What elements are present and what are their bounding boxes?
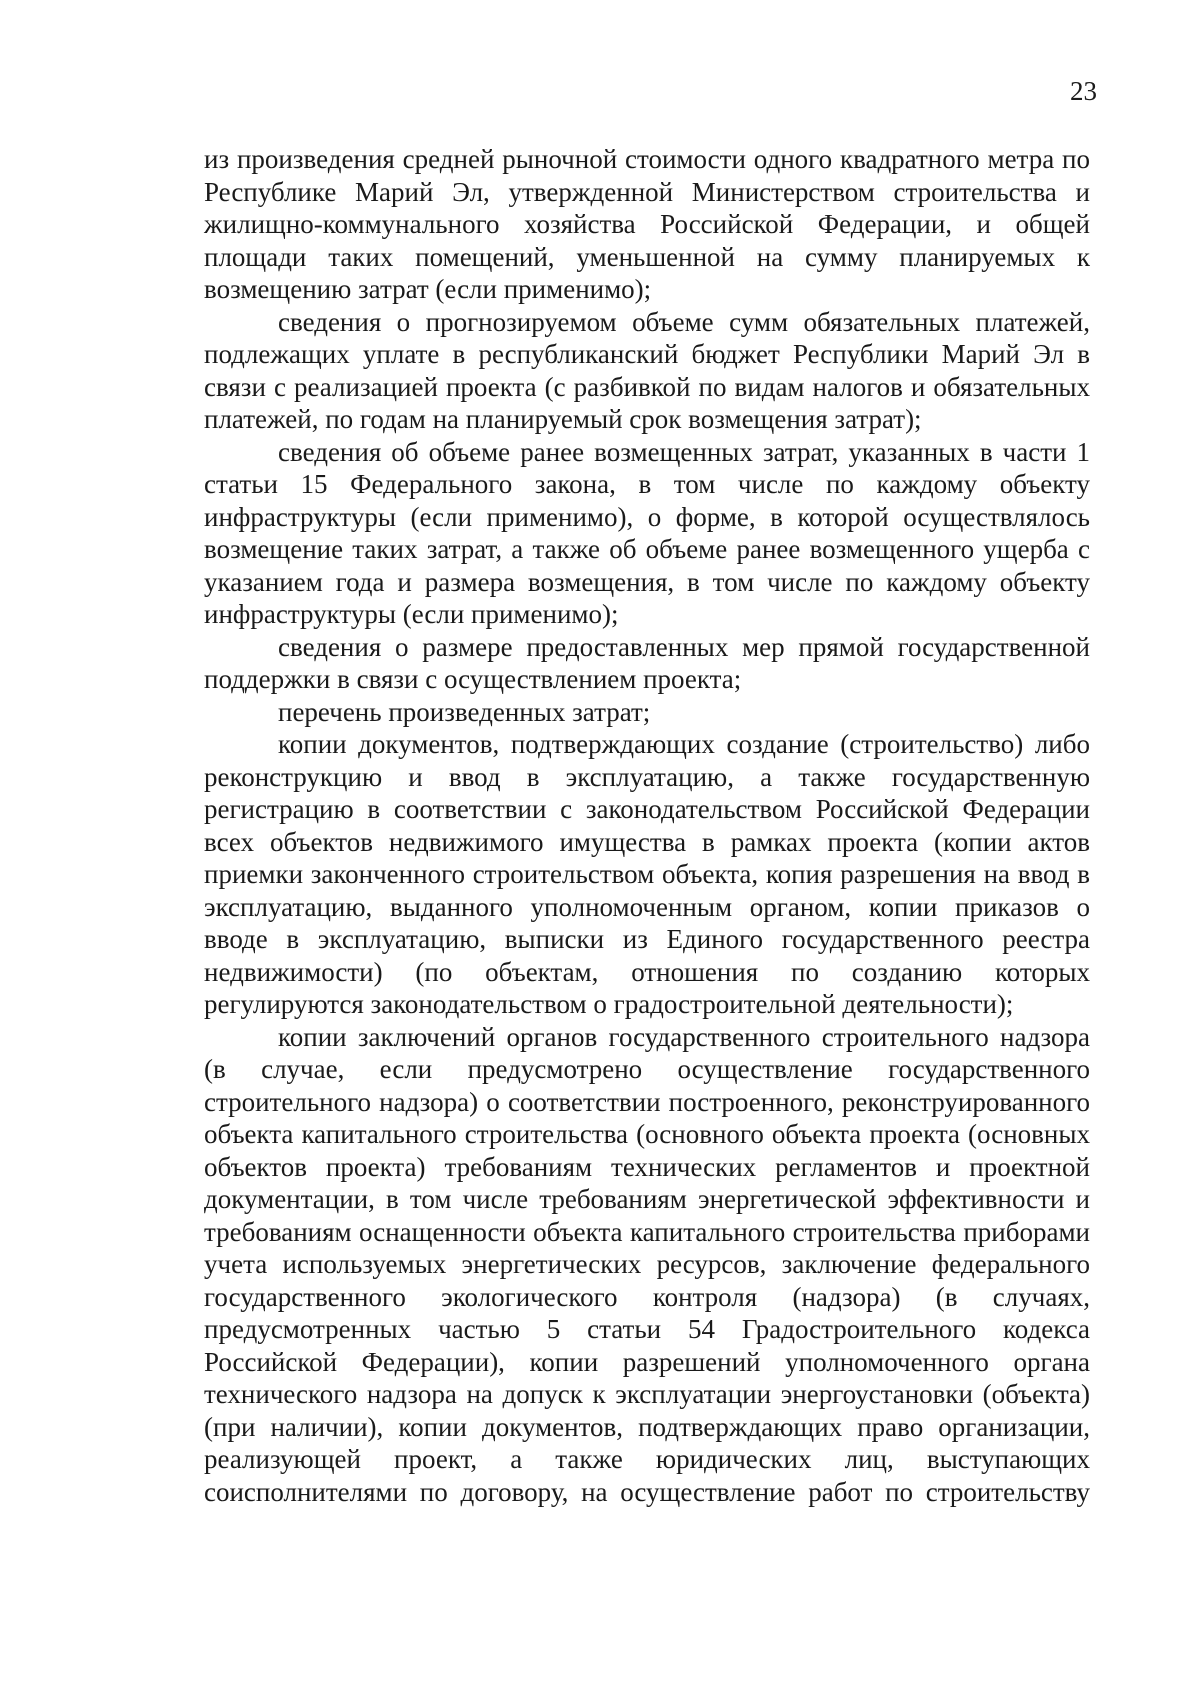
paragraph-state-support: сведения о размере предоставленных мер прямой государственной поддержки в связи с осуществлением проекта;: [204, 631, 1090, 694]
paragraph-mandatory-payments: сведения о прогнозируемом объеме сумм обязательных платежей, подлежащих уплате в республиканский бюджет Республики Марий Эл в связи с реализацией проекта (с разбивкой по видам налогов и обязательных платежей, по годам на планируемый срок возмещения затрат);: [204, 306, 1090, 434]
page-number: 23: [1070, 76, 1097, 106]
paragraph-costs-list: перечень произведенных затрат;: [278, 696, 651, 727]
paragraph-supervision-conclusions: копии заключений органов государственного строительного надзора (в случае, если предусмотрено осуществление государственного строительного надзора) о соответствии построенного, реконструированного объекта капитального строительства (основного объекта проекта (основных объектов проекта) требованиям технических регламентов и проектной документации, в том числе требованиям энергетической эффективности и требованиям оснащенности объекта капитального строительства приборами учета используемых энергетических ресурсов, заключение федерального государственного экологического контроля (надзора) (в случаях, предусмотренных частью 5 статьи 54 Градостроительного кодекса Российской Федерации), копии разрешений уполномоченного органа технического надзора на допуск к эксплуатации энергоустановки (объекта) (при наличии), копии документов, подтверждающих право организации, реализующей проект, а также юридических лиц, выступающих соисполнителями по договору, на осуществление работ по строительству: [204, 1021, 1090, 1507]
paragraph-construction-documents: копии документов, подтверждающих создание (строительство) либо реконструкцию и ввод в эксплуатацию, а также государственную регистрацию в соответствии с законодательством Российской Федерации всех объектов недвижимого имущества в рамках проекта (копии актов приемки законченного строительством объекта, копия разрешения на ввод в эксплуатацию, выданного уполномоченным органом, копии приказов о вводе в эксплуатацию, выписки из Единого государственного реестра недвижимости) (по объектам, отношения по созданию которых регулируются законодательством о градостроительной деятельности);: [204, 729, 1090, 1019]
paragraph-market-value: из произведения средней рыночной стоимости одного квадратного метра по Республике Марий Эл, утвержденной Министерством строительства и жилищно-коммунального хозяйства Российской Федерации, и общей площади таких помещений, уменьшенной на сумму планируемых к возмещению затрат (если применимо);: [204, 144, 1090, 304]
paragraph-reimbursed-costs: сведения об объеме ранее возмещенных затрат, указанных в части 1 статьи 15 Федерального закона, в том числе по каждому объекту инфраструктуры (если применимо), о форме, в которой осуществлялось возмещение таких затрат, а также об объеме ранее возмещенного ущерба с указанием года и размера возмещения, в том числе по каждому объекту инфраструктуры (если применимо);: [204, 436, 1090, 629]
document-body: [204, 143, 1090, 1508]
